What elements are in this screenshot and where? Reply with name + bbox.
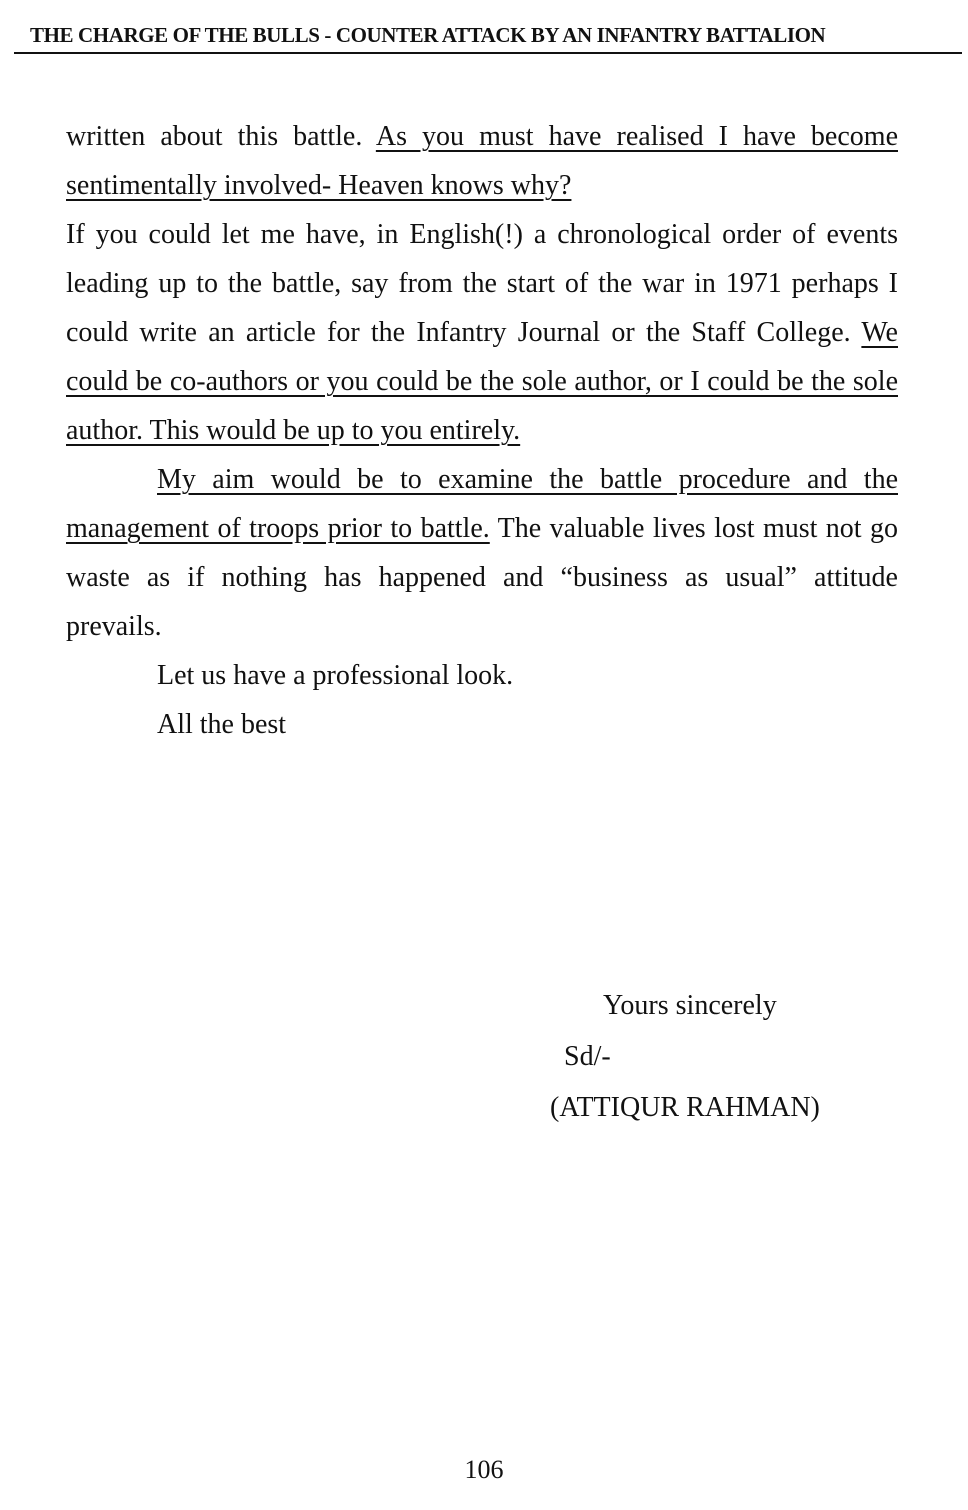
letter-body [66, 112, 898, 749]
paragraph-aim [66, 455, 898, 651]
closing-line: Let us have a professional look. [157, 660, 514, 691]
text-segment: If you could let me have, in English(!) a chronological order of events leading up to the battle, say from the start of the war in 1971 perhaps I could write an article for the Infantry Journal or the Staff College. [66, 219, 898, 348]
signature-block [550, 980, 930, 1133]
valediction: Yours sincerely [603, 990, 777, 1021]
paragraph-request [66, 210, 898, 455]
text-segment: written about this battle. [66, 121, 376, 152]
text-segment: The valuable lives lost must not go waste as if nothing has happened and “business as usual” attitude prevails. [66, 513, 898, 642]
underlined-text-segment: My aim would be to examine the battle procedure and the management of troops prior to battle. [66, 464, 898, 544]
page-number: 106 [464, 1455, 504, 1484]
underlined-text-segment: As you must have realised I have become sentimentally involved- Heaven knows why? [66, 121, 898, 201]
signatory-name: (ATTIQUR RAHMAN) [550, 1092, 820, 1123]
closing-line: All the best [157, 709, 287, 740]
underlined-text-segment: We could be co-authors or you could be the sole author, or I could be the sole author. This would be up to you entirely. [66, 317, 898, 446]
running-head: THE CHARGE OF THE BULLS - COUNTER ATTACK BY AN INFANTRY BATTALION [30, 23, 826, 47]
header-rule [14, 52, 962, 54]
paragraph-continuation [66, 112, 898, 210]
signed-mark: Sd/- [564, 1041, 611, 1072]
